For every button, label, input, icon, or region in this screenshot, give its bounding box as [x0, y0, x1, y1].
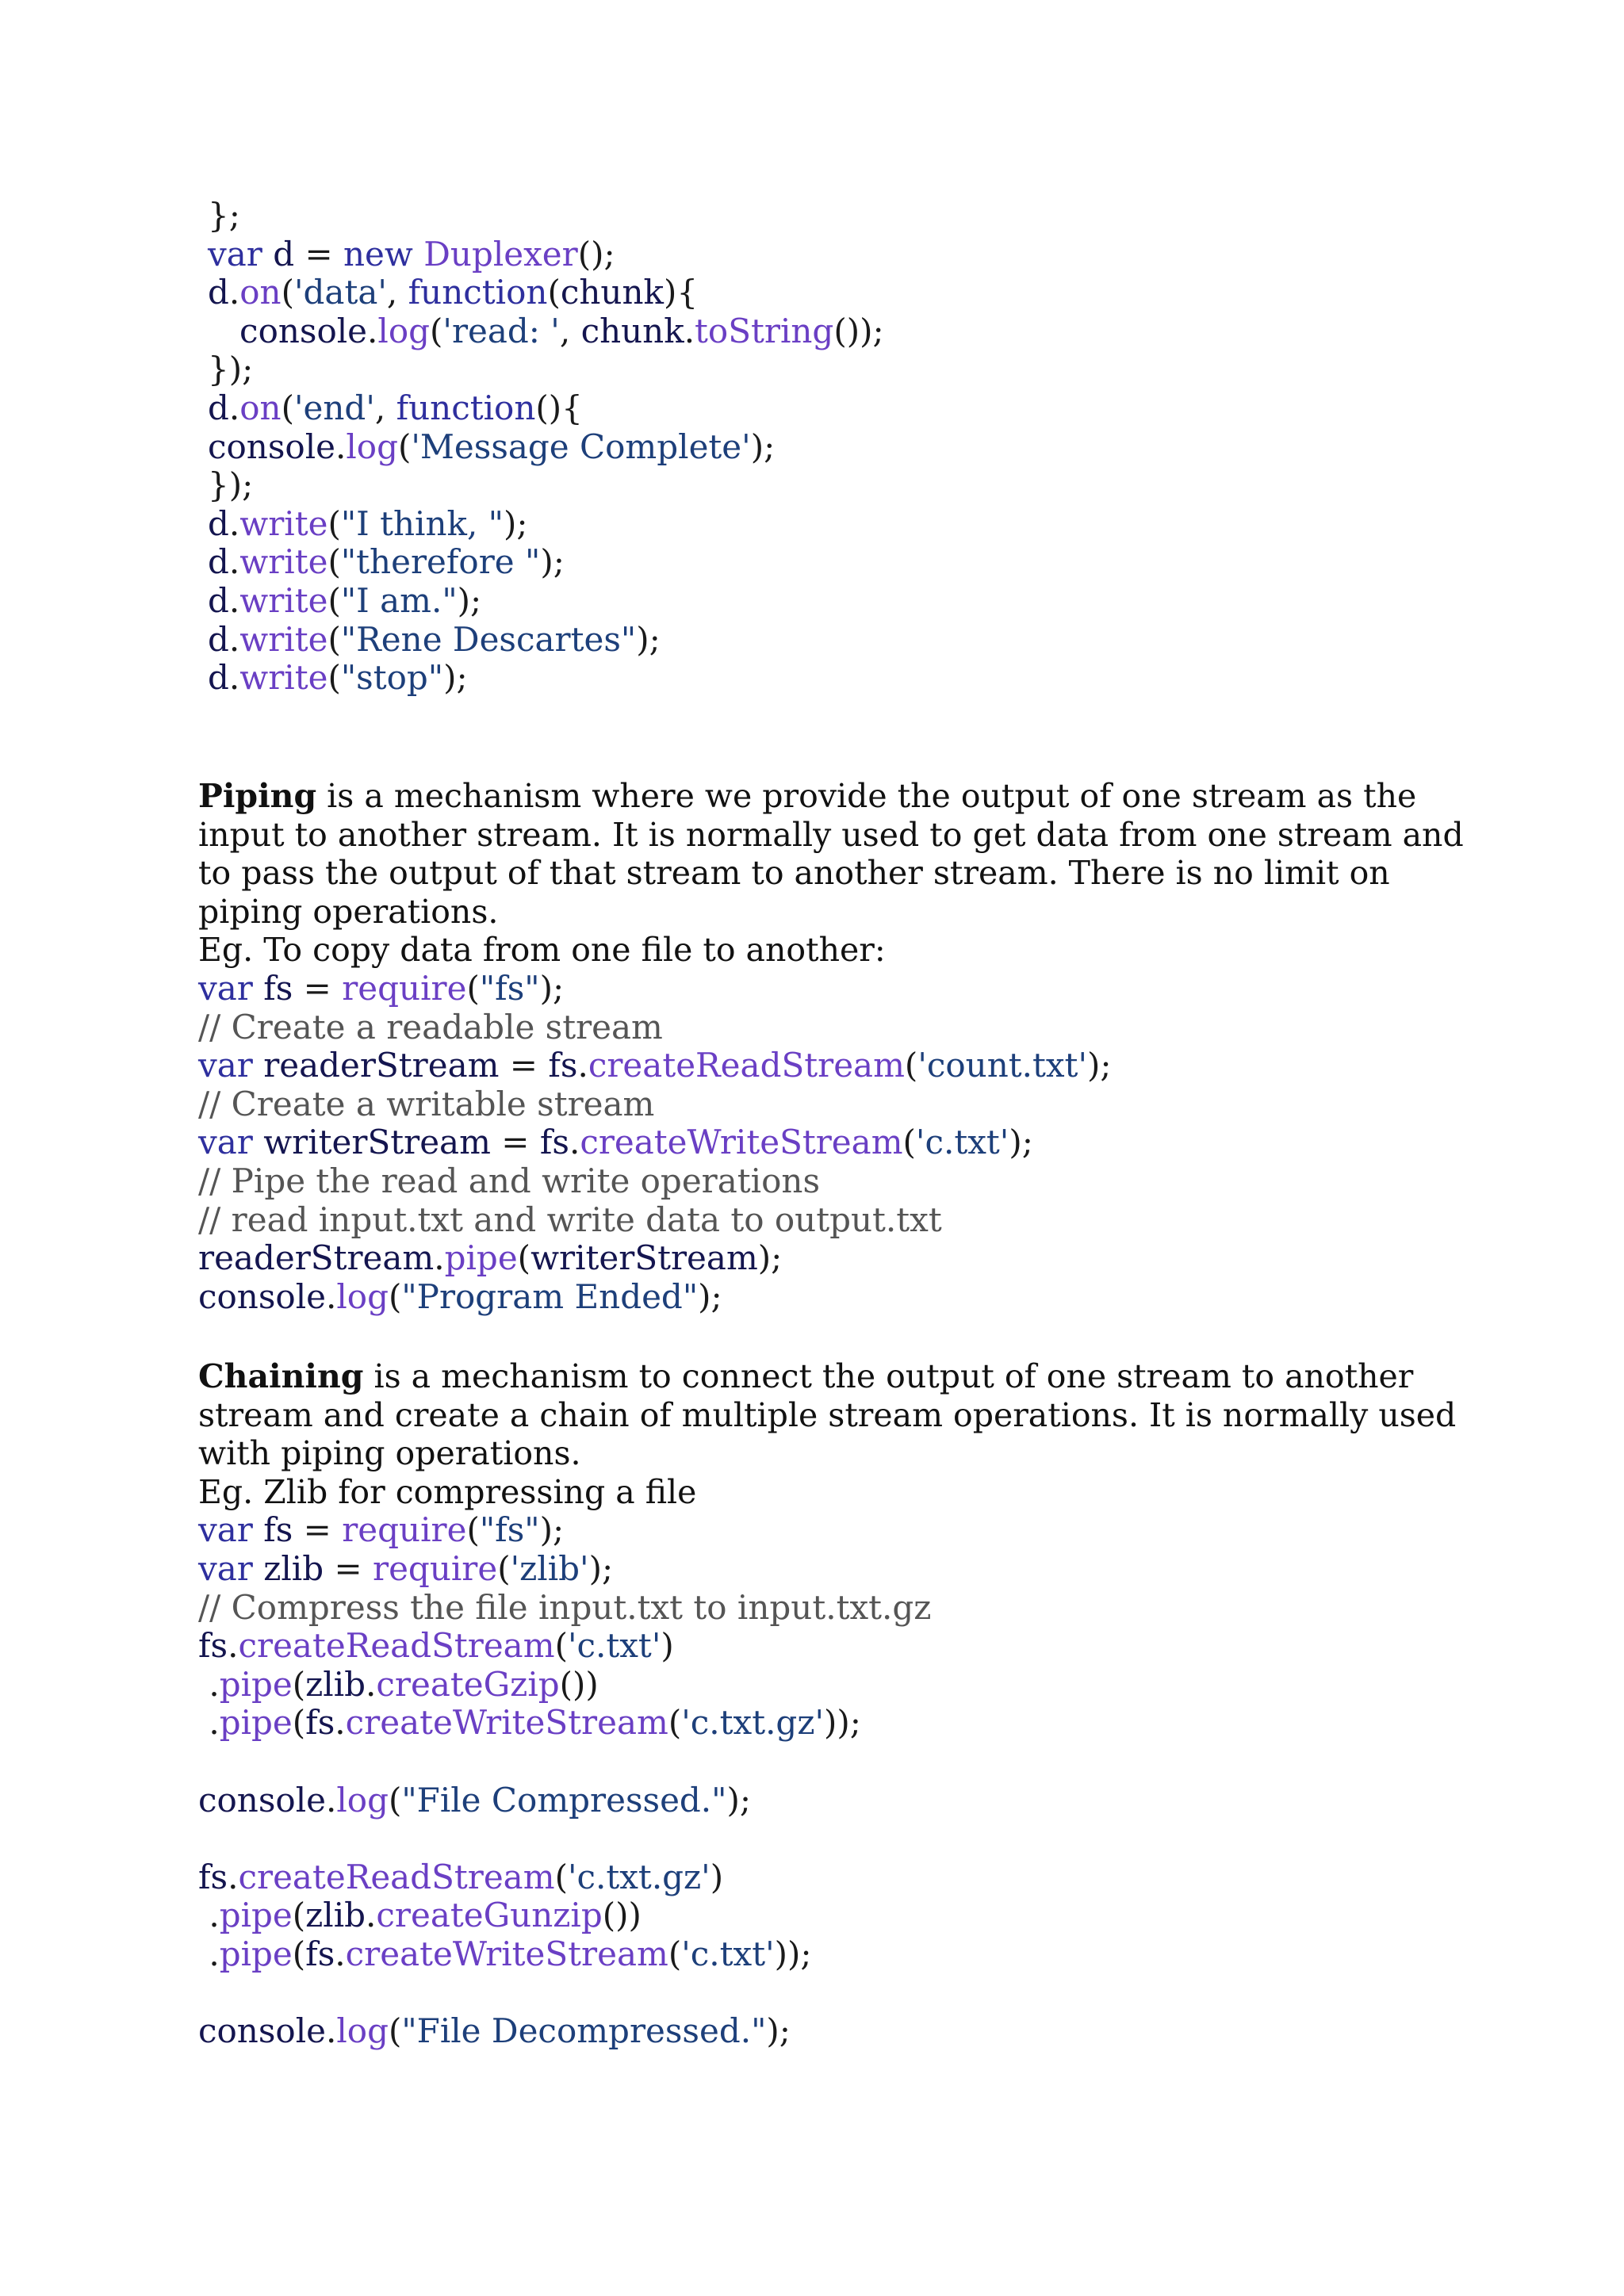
code-token: require [342, 969, 467, 1008]
code-token: ( [292, 1664, 306, 1704]
chaining-paragraph-line [198, 1434, 581, 1472]
code-token: pipe [219, 1664, 293, 1704]
code-token: ( [327, 658, 341, 698]
chaining-code-line [198, 1858, 723, 1896]
code-token: fs [539, 1123, 569, 1162]
code-token: var [198, 1123, 264, 1162]
code-token: // read input.txt and write data to output.txt [198, 1200, 942, 1239]
code-token: ); [750, 427, 776, 466]
code-token: 'data' [293, 273, 387, 312]
code-token: ( [904, 1046, 918, 1085]
code-token: 'count.txt' [917, 1046, 1087, 1085]
code-token: . [326, 1780, 337, 1820]
piping-code-line [198, 1008, 663, 1047]
code-token: createReadStream [238, 1626, 555, 1666]
code-token: , [559, 311, 581, 350]
paragraph-text: stream and create a chain of multiple stream operations. It is normally used [198, 1395, 1457, 1434]
code-token: d [208, 581, 229, 620]
code-token: ( [292, 1934, 306, 1973]
code-token: createWriteStream [345, 1934, 668, 1973]
chaining-paragraph-line [198, 1473, 696, 1511]
code-token: console [198, 1276, 326, 1316]
code-token: d [273, 234, 295, 274]
paragraph-text: input to another stream. It is normally used to get data from one stream and [198, 815, 1464, 854]
duplex-code-line [208, 350, 253, 388]
code-token: . [228, 1626, 239, 1666]
paragraph-text: Eg. To copy data from one file to another: [198, 931, 886, 970]
chaining-code-line [198, 1627, 674, 1665]
code-token: = [324, 1549, 373, 1588]
duplex-code-line [208, 197, 240, 235]
code-token: , [374, 388, 396, 427]
code-token: ( [327, 503, 341, 543]
paragraph-text: with piping operations. [198, 1434, 581, 1473]
code-token: write [239, 581, 328, 620]
code-token: "therefore " [340, 542, 541, 582]
code-token: . [228, 581, 240, 620]
code-token: createGunzip [376, 1896, 603, 1935]
duplex-code-line [208, 235, 615, 274]
duplex-code-line [208, 582, 481, 620]
code-token: . [198, 1934, 220, 1973]
code-token: log [336, 2011, 389, 2051]
code-token: var [198, 1046, 264, 1085]
code-token: var [198, 1510, 264, 1550]
code-token: ( [547, 273, 561, 312]
code-token: 'c.txt.gz' [567, 1857, 710, 1896]
code-token: "File Compressed." [401, 1780, 727, 1820]
code-token: fs [263, 1510, 293, 1550]
code-token: chunk [580, 311, 684, 350]
code-token: . [335, 427, 347, 466]
code-token: zlib [305, 1664, 366, 1704]
chaining-code-line [198, 1589, 931, 1627]
code-token: . [228, 388, 240, 427]
code-token: fs [263, 969, 293, 1008]
code-token: createReadStream [238, 1857, 555, 1896]
chaining-code-line [198, 2012, 791, 2050]
code-token: pipe [444, 1238, 518, 1278]
code-token: pipe [219, 1896, 293, 1935]
code-token: ( [281, 388, 294, 427]
duplex-code-line [208, 428, 775, 466]
code-token: }; [208, 196, 240, 235]
code-token: fs [305, 1703, 335, 1743]
code-token: ); [503, 503, 528, 543]
paragraph-text: Eg. Zlib for compressing a file [198, 1472, 697, 1511]
code-token: console [208, 311, 368, 350]
chaining-paragraph-line [198, 1357, 1413, 1395]
piping-paragraph-line [198, 931, 886, 969]
code-token: on [239, 273, 282, 312]
chaining-code-line [198, 1781, 751, 1820]
code-token: ( [397, 427, 412, 466]
code-token: d [208, 503, 229, 543]
code-token: ( [292, 1896, 306, 1935]
code-token: zlib [263, 1549, 324, 1588]
code-token: , [386, 273, 408, 312]
code-token: createWriteStream [580, 1123, 903, 1162]
code-token: = [294, 234, 343, 274]
code-token: console [198, 2011, 326, 2051]
code-token: 'c.txt' [915, 1123, 1009, 1162]
chaining-code-line [198, 1935, 812, 1973]
code-token: 'end' [293, 388, 375, 427]
code-token: new [343, 234, 424, 274]
code-token: fs [198, 1857, 228, 1896]
code-token: . [326, 2011, 337, 2051]
code-token: write [239, 619, 328, 659]
piping-paragraph-line [198, 777, 1416, 815]
code-token: function [408, 273, 548, 312]
chaining-code-line [198, 1704, 861, 1742]
paragraph-text: to pass the output of that stream to another stream. There is no limit on [198, 854, 1390, 893]
piping-paragraph-line [198, 893, 498, 931]
duplex-code-line [208, 274, 698, 312]
code-token: "fs" [479, 969, 540, 1008]
code-token: 'zlib' [510, 1549, 589, 1588]
code-token: (){ [535, 388, 583, 427]
code-token: ( [668, 1703, 682, 1743]
code-token: ( [554, 1626, 568, 1666]
code-token: fs [198, 1626, 228, 1666]
code-token: ) [710, 1857, 724, 1896]
code-token: 'Message Complete' [411, 427, 751, 466]
duplex-code-line [208, 505, 528, 543]
code-token: ( [466, 1510, 480, 1550]
code-token: // Create a writable stream [198, 1084, 655, 1123]
code-token: ()); [833, 311, 884, 350]
code-token: console [208, 427, 335, 466]
paragraph-text: piping operations. [198, 892, 499, 931]
code-token: . [228, 542, 240, 582]
code-token: "File Decompressed." [401, 2011, 767, 2051]
code-token: createReadStream [588, 1046, 905, 1085]
piping-code-line [198, 1162, 820, 1200]
code-token: chunk [560, 273, 664, 312]
piping-code-line [198, 1201, 942, 1239]
code-token: . [228, 1857, 239, 1896]
code-token: . [684, 311, 695, 350]
code-token: function [396, 388, 536, 427]
code-token: ); [726, 1780, 752, 1820]
code-token: )); [824, 1703, 861, 1743]
code-token: = [293, 1510, 343, 1550]
code-token: d [208, 273, 229, 312]
code-token: console [198, 1780, 326, 1820]
code-token: ); [443, 658, 468, 698]
code-token: log [336, 1780, 389, 1820]
chaining-term: Chaining [198, 1357, 364, 1395]
code-token: (); [577, 234, 615, 274]
code-token: ()) [602, 1896, 642, 1935]
piping-code-line [198, 1239, 782, 1277]
code-token: )); [774, 1934, 812, 1973]
code-token: . [434, 1238, 445, 1278]
piping-code-line [198, 1047, 1112, 1085]
code-token: ); [588, 1549, 614, 1588]
code-token: "stop" [340, 658, 444, 698]
code-token: ( [388, 1780, 402, 1820]
code-token: = [490, 1123, 540, 1162]
code-token: ( [388, 1276, 402, 1316]
code-token: ( [327, 619, 341, 659]
code-token: . [326, 1276, 337, 1316]
code-token: ); [757, 1238, 783, 1278]
duplex-code-line [208, 389, 583, 427]
code-token: ); [539, 969, 565, 1008]
code-token: ); [636, 619, 661, 659]
code-token: fs [548, 1046, 578, 1085]
code-token: 'read: ' [442, 311, 560, 350]
code-token: var [198, 1549, 264, 1588]
duplex-code-line [208, 543, 565, 581]
chaining-code-line [198, 1511, 564, 1549]
piping-paragraph-line [198, 854, 1390, 892]
code-token: Duplexer [423, 234, 578, 274]
code-token: . [577, 1046, 588, 1085]
code-token: ); [539, 1510, 565, 1550]
code-token: 'c.txt.gz' [681, 1703, 824, 1743]
piping-code-line [198, 1085, 654, 1123]
code-token: createWriteStream [345, 1703, 668, 1743]
code-token: ); [540, 542, 565, 582]
code-token: ( [466, 969, 480, 1008]
code-token: . [335, 1703, 346, 1743]
code-token: write [239, 658, 328, 698]
code-token: ( [281, 273, 294, 312]
code-token: ); [1086, 1046, 1112, 1085]
code-token: . [228, 273, 240, 312]
code-token: ); [457, 581, 482, 620]
code-token: createGzip [376, 1664, 560, 1704]
code-token: var [208, 234, 274, 274]
code-token: . [366, 1664, 377, 1704]
duplex-code-line [208, 466, 253, 504]
code-token: . [569, 1123, 580, 1162]
piping-code-line [198, 1278, 722, 1316]
code-token: . [228, 619, 240, 659]
code-token: ( [902, 1123, 916, 1162]
chaining-code-line [198, 1896, 642, 1934]
code-token: . [335, 1934, 346, 1973]
code-token: . [198, 1896, 220, 1935]
code-token: d [208, 542, 229, 582]
code-token: . [366, 1896, 377, 1935]
piping-paragraph-line [198, 816, 1464, 854]
code-token: // Compress the file input.txt to input.txt.gz [198, 1587, 932, 1627]
duplex-code-line [208, 312, 884, 350]
paragraph-text: is a mechanism where we provide the output of one stream as the [316, 777, 1417, 815]
code-token: . [228, 658, 240, 698]
chaining-paragraph-line [198, 1396, 1456, 1434]
piping-code-line [198, 1123, 1033, 1161]
code-token: d [208, 388, 229, 427]
piping-term: Piping [198, 777, 317, 815]
code-token: ( [430, 311, 443, 350]
code-token: "I am." [340, 581, 458, 620]
code-token: "I think, " [340, 503, 504, 543]
chaining-code-line [198, 1666, 599, 1704]
code-token: "Rene Descartes" [340, 619, 637, 659]
code-token: d [208, 658, 229, 698]
code-token: ); [766, 2011, 791, 2051]
code-token: var [198, 969, 264, 1008]
chaining-code-line [198, 1550, 613, 1588]
code-token: ( [388, 2011, 402, 2051]
code-token: ){ [663, 273, 699, 312]
code-token: writerStream [530, 1238, 758, 1278]
code-token: = [499, 1046, 549, 1085]
code-token: 'c.txt' [567, 1626, 661, 1666]
code-token: d [208, 619, 229, 659]
code-token: ()) [559, 1664, 599, 1704]
paragraph-text: is a mechanism to connect the output of one stream to another [363, 1357, 1414, 1395]
code-token: ( [327, 542, 341, 582]
code-token: require [373, 1549, 498, 1588]
code-token: ( [517, 1238, 531, 1278]
code-token: // Pipe the read and write operations [198, 1161, 820, 1200]
code-token: ( [327, 581, 341, 620]
code-token: write [239, 503, 328, 543]
code-token: // Create a readable stream [198, 1007, 663, 1047]
code-token: writerStream [263, 1123, 491, 1162]
code-token: require [342, 1510, 467, 1550]
code-token: 'c.txt' [681, 1934, 775, 1973]
code-token: pipe [219, 1934, 293, 1973]
code-token: fs [305, 1934, 335, 1973]
code-token: toString [695, 311, 834, 350]
code-token: . [198, 1703, 220, 1743]
piping-code-line [198, 970, 564, 1008]
code-token: pipe [219, 1703, 293, 1743]
code-token: }); [208, 350, 254, 389]
code-token: ) [661, 1626, 674, 1666]
code-token: zlib [305, 1896, 366, 1935]
code-token: ); [698, 1276, 722, 1316]
code-token: "Program Ended" [401, 1276, 699, 1316]
duplex-code-line [208, 621, 661, 659]
code-token: on [239, 388, 282, 427]
code-token: log [346, 427, 398, 466]
code-token: log [336, 1276, 389, 1316]
code-token: ( [497, 1549, 511, 1588]
code-token: ( [292, 1703, 306, 1743]
code-token: . [228, 503, 240, 543]
code-token: readerStream [263, 1046, 500, 1085]
code-token: ( [668, 1934, 682, 1973]
code-token: ( [554, 1857, 568, 1896]
code-token: . [367, 311, 378, 350]
code-token: }); [208, 465, 254, 505]
code-token: readerStream [198, 1238, 435, 1278]
code-token: log [377, 311, 431, 350]
code-token: = [293, 969, 343, 1008]
code-token: "fs" [479, 1510, 540, 1550]
duplex-code-line [208, 659, 468, 697]
code-token: write [239, 542, 328, 582]
code-token: . [198, 1664, 220, 1704]
code-token: ); [1009, 1123, 1033, 1162]
